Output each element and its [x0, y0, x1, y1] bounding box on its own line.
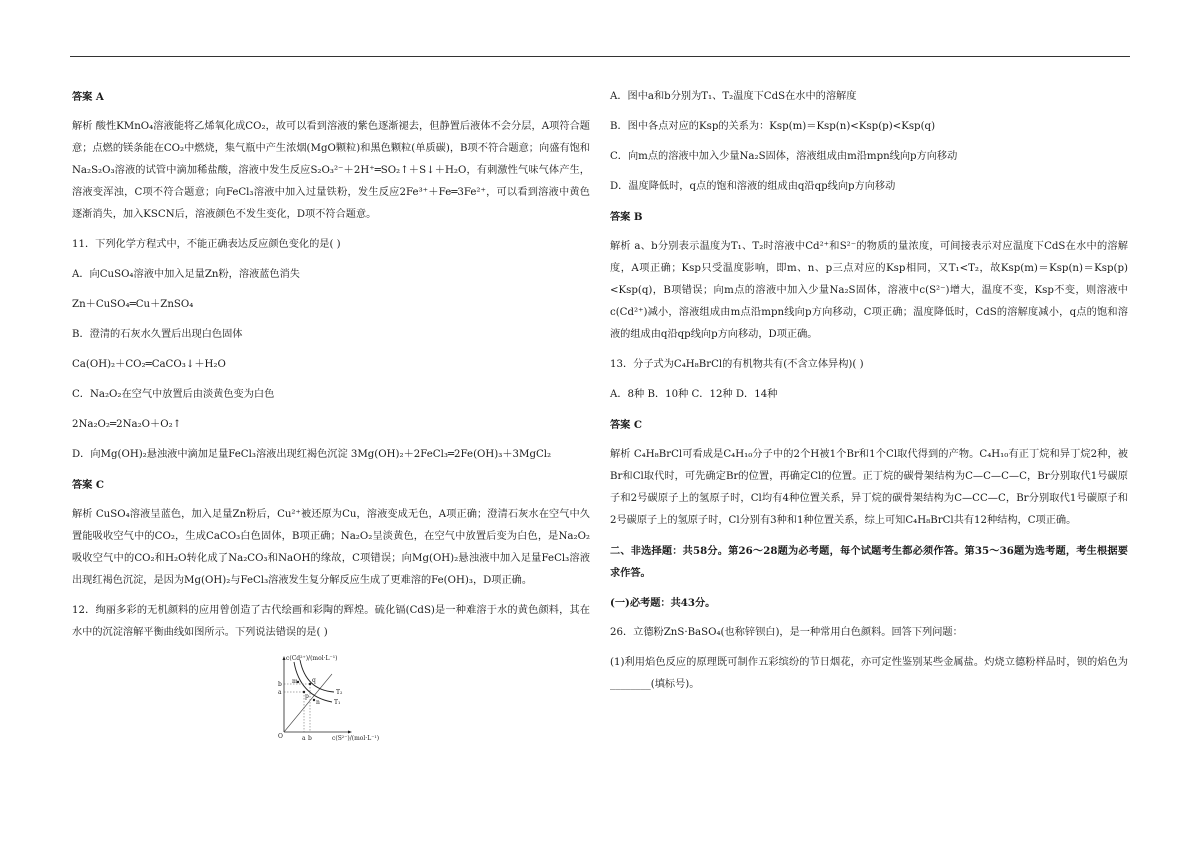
answer-13: 答案 C	[610, 419, 643, 431]
q12-option-a: A．图中a和b分别为T₁、T₂温度下CdS在水中的溶解度	[610, 91, 857, 102]
q12-option-b: B．图中各点对应的Ksp的关系为：Ksp(m)＝Ksp(n)<Ksp(p)<Ksp(q)	[610, 121, 936, 132]
q11-option-a: A．向CuSO₄溶液中加入足量Zn粉，溶液蓝色消失	[72, 269, 300, 280]
q11-equation-b: Ca(OH)₂＋CO₂═CaCO₃↓＋H₂O	[72, 359, 226, 370]
origin-label: O	[278, 733, 283, 740]
question-12: 12．绚丽多彩的无机颜料的应用曾创造了古代绘画和彩陶的辉煌。硫化镉(CdS)是一种难溶于水的黄色颜料，其在水中的沉淀溶解平衡曲线如图所示。下列说法错误的是( )	[72, 605, 590, 638]
curve-t1-label: T₁	[334, 699, 341, 706]
y-tick-a: a	[278, 689, 282, 696]
x-tick-b: b	[308, 735, 312, 742]
question-11: 11．下列化学方程式中，不能正确表达反应颜色变化的是( )	[72, 239, 341, 250]
answer-11: 答案 C	[72, 479, 105, 491]
left-column	[72, 86, 590, 752]
explanation-10: 解析 酸性KMnO₄溶液能将乙烯氧化成CO₂，故可以看到溶液的紫色逐渐褪去，但静置后液体不会分层，A项符合题意；点燃的镁条能在CO₂中燃烧，集气瓶中产生浓烟(MgO颗粒)和黑色颗粒(单质碳)，B项不符合题意；向盛有饱和Na₂S₂O₃溶液的试管中滴加稀盐酸，溶液中发生反应S₂O₃²⁻＋2H⁺═SO₂↑＋S↓＋H₂O，有刺激性气味气体产生，溶液变浑浊，C项不符合题意；向FeCl₃溶液中加入过量铁粉，发生反应2Fe³⁺＋Fe═3Fe²⁺，可以看到溶液中黄色逐渐消失，加入KSCN后，溶液颜色不发生变化，D项不符合题意。	[72, 121, 590, 220]
explanation-11: 解析 CuSO₄溶液呈蓝色，加入足量Zn粉后，Cu²⁺被还原为Cu，溶液变成无色，A项正确；澄清石灰水在空气中久置能吸收空气中的CO₂，生成CaCO₃白色固体，B项正确；Na₂O₂呈淡黄色，在空气中放置后变为白色，是Na₂O₂吸收空气中的CO₂和H₂O转化成了Na₂CO₃和NaOH的缘故，C项错误；向Mg(OH)₂悬浊液中加入足量FeCl₃溶液出现红褐色沉淀，是因为Mg(OH)₂与FeCl₃溶液发生复分解反应生成了更难溶的Fe(OH)₃，D项正确。	[72, 509, 590, 586]
point-n-dot	[313, 699, 315, 701]
q11-option-d: D．向Mg(OH)₂悬浊液中滴加足量FeCl₃溶液出现红褐色沉淀 3Mg(OH)₂＋2FeCl₃═2Fe(OH)₃＋3MgCl₂	[72, 449, 552, 460]
x-axis-arrow	[348, 731, 352, 734]
point-p-label: p	[305, 693, 309, 700]
q12-option-d: D．温度降低时，q点的饱和溶液的组成由q沿qp线向p方向移动	[610, 181, 896, 192]
q11-equation-c: 2Na₂O₂═2Na₂O＋O₂↑	[72, 419, 182, 430]
q11-equation-a: Zn＋CuSO₄═Cu＋ZnSO₄	[72, 299, 194, 310]
point-q-dot	[309, 683, 311, 685]
question-26: 26．立德粉ZnS·BaSO₄(也称锌钡白)，是一种常用白色颜料。回答下列问题：	[610, 627, 963, 638]
question-26-part-1: (1)利用焰色反应的原理既可制作五彩缤纷的节日烟花，亦可定性鉴别某些金属盐。灼烧立德粉样品时，钡的焰色为________(填标号)。	[610, 657, 1128, 690]
y-tick-b: b	[278, 681, 282, 688]
x-axis-label: c(S²⁻)/(mol·L⁻¹)	[332, 735, 380, 742]
section-2-heading: 二、非选择题：共58分。第26～28题为必考题，每个试题考生都必须作答。第35～36题为选考题，考生根据要求作答。	[610, 545, 1128, 579]
required-section-heading: (一)必考题：共43分。	[610, 597, 716, 609]
point-q-label: q	[312, 677, 316, 684]
point-m-label: m	[292, 678, 298, 685]
question-13: 13．分子式为C₄H₈BrCl的有机物共有(不含立体异构)( )	[610, 359, 864, 370]
q11-option-c: C．Na₂O₂在空气中放置后由淡黄色变为白色	[72, 389, 275, 400]
y-axis-label: c(Cd²⁺)/(mol·L⁻¹)	[286, 655, 338, 662]
point-n-label: n	[316, 699, 320, 706]
cds-equilibrium-graph	[270, 652, 400, 742]
q12-option-c: C．向m点的溶液中加入少量Na₂S固体，溶液组成由m沿mpn线向p方向移动	[610, 151, 958, 162]
solubility-figure	[72, 652, 590, 744]
curve-t2-label: T₂	[336, 689, 343, 696]
header-rule	[70, 56, 1130, 57]
right-column	[610, 86, 1128, 704]
explanation-12: 解析 a、b分别表示温度为T₁、T₂时溶液中Cd²⁺和S²⁻的物质的量浓度，可间接表示对应温度下CdS在水中的溶解度，A项正确；Ksp只受温度影响，即m、n、p三点对应的Ksp相同，又T₁<T₂，故Ksp(m)＝Ksp(n)＝Ksp(p)<Ksp(q)，B项错误；向m点的溶液中加入少量Na₂S固体，溶液中c(S²⁻)增大，温度不变，Ksp不变，则溶液中c(Cd²⁺)减小，溶液组成由m点沿mpn线向p方向移动，C项正确；温度降低时，CdS的溶解度减小，q点的饱和溶液的组成由q沿qp线向p方向移动，D项正确。	[610, 241, 1128, 340]
answer-12: 答案 B	[610, 211, 643, 223]
answer-10: 答案 A	[72, 91, 104, 103]
x-tick-a: a	[302, 735, 306, 742]
q13-options: A．8种 B．10种 C．12种 D．14种	[610, 389, 778, 400]
explanation-13: 解析 C₄H₈BrCl可看成是C₄H₁₀分子中的2个H被1个Br和1个Cl取代得到的产物。C₄H₁₀有正丁烷和异丁烷2种，被Br和Cl取代时，可先确定Br的位置，再确定Cl的位置。正丁烷的碳骨架结构为C—C—C—C，Br分别取代1号碳原子和2号碳原子上的氢原子时，Cl均有4种位置关系，异丁烷的碳骨架结构为C—CC—C，Br分别取代1号碳原子和2号碳原子上的氢原子时，Cl分别有3种和1种位置关系，综上可知C₄H₈BrCl共有12种结构，C项正确。	[610, 449, 1128, 526]
q11-option-b: B．澄清的石灰水久置后出现白色固体	[72, 329, 243, 340]
